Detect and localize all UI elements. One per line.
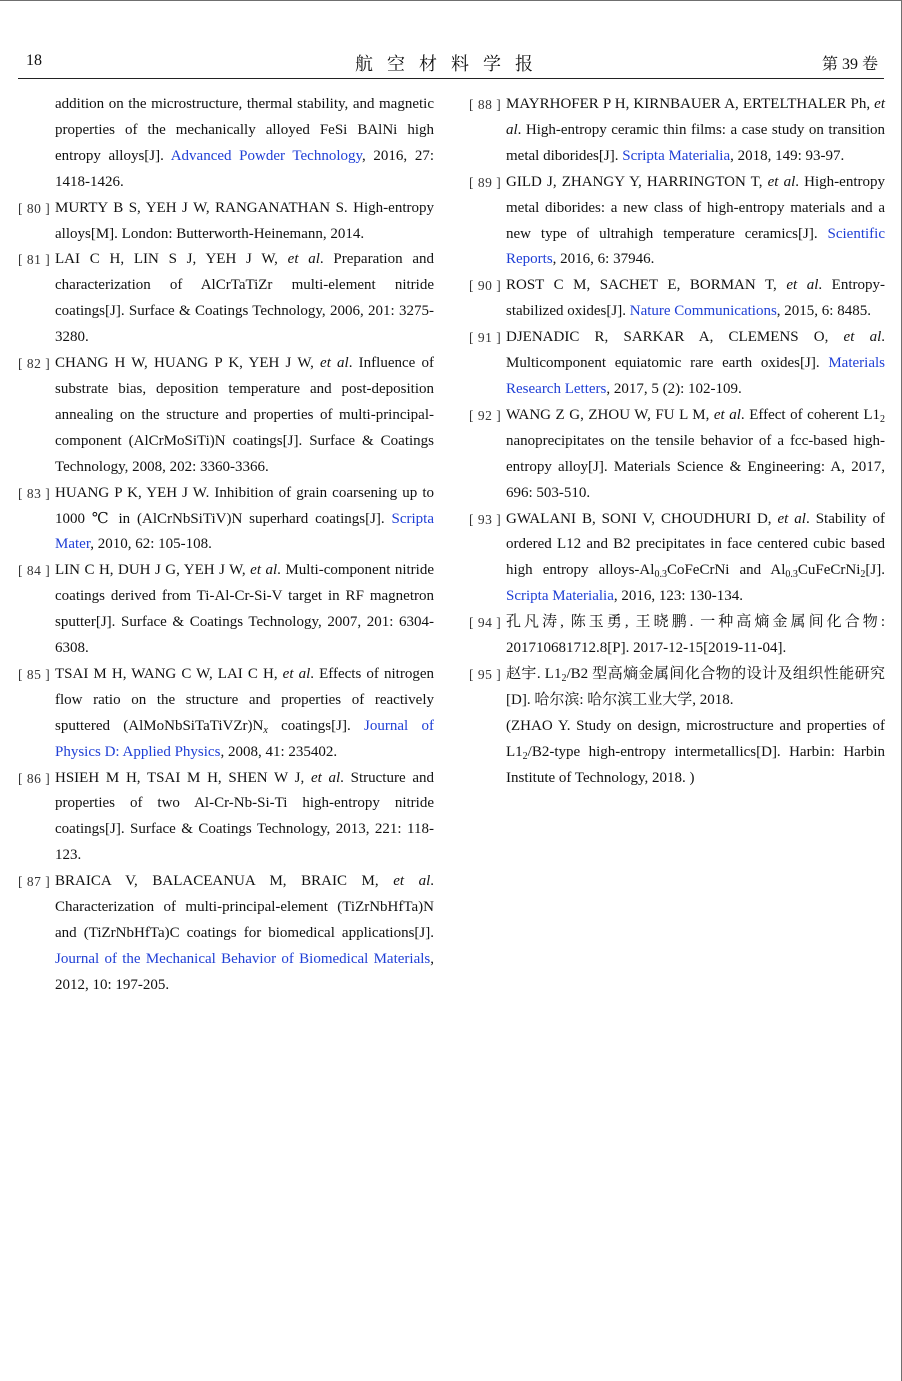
journal-link[interactable]: Materials Research Letters: [506, 355, 885, 397]
reference-90: [ 90 ] ROST C M, SACHET E, BORMAN T, et al. Entropy-stabilized oxides[J]. Nature Communications, 2015, 6: 8485.: [469, 273, 885, 325]
journal-link[interactable]: Scientific Reports: [506, 225, 885, 268]
journal-link[interactable]: Scripta Materialia: [506, 588, 614, 605]
reference-number: [ 94 ]: [469, 615, 502, 631]
reference-number: [ 81 ]: [18, 252, 51, 268]
reference-87: [ 87 ] BRAICA V, BALACEANUA M, BRAIC M, et al. Characterization of multi-principal-element (TiZrNbHfTa)N and (TiZrNbHfTa)C coatings for biomedical applications[J]. Journal of the Mechanical Behavior of Biomedical Materials, 2012, 10: 197-205.: [18, 869, 434, 999]
reference-80: [ 80 ] MURTY B S, YEH J W, RANGANATHAN S. High-entropy alloys[M]. London: Butterworth-Heinemann, 2014.: [18, 196, 434, 248]
page-number: 18: [26, 52, 42, 69]
reference-95-translation: (ZHAO Y. Study on design, microstructure and properties of $L1_2/B2$-type high-entropy intermetallics[D]. Harbin: Harbin Institute of Technology, 2018. ): [506, 717, 885, 786]
reference-continued: addition on the microstructure, thermal stability, and magnetic properties of the mechanically alloyed FeSi BAlNi high entropy alloys[J]. Advanced Powder Technology, 2016, 27: 1418-1426.: [55, 96, 434, 190]
reference-number: [ 83 ]: [18, 485, 51, 501]
reference-82: [ 82 ] CHANG H W, HUANG P K, YEH J W, et al. Influence of substrate bias, deposition temperature and post-deposition annealing on the structure and properties of multi-principal-component (AlCrMoSiTi)N coatings[J]. Surface & Coatings Technology, 2008, 202: 3360-3366.: [18, 351, 434, 481]
reference-number: [ 85 ]: [18, 666, 51, 682]
reference-column-left: [18, 92, 434, 999]
volume-label: 第 39 卷: [821, 56, 878, 73]
reference-number: [ 91 ]: [469, 330, 502, 346]
reference-number: [ 82 ]: [18, 356, 51, 372]
reference-column-right: [469, 92, 885, 791]
journal-link[interactable]: Nature Communications: [629, 303, 777, 320]
reference-95: [ 95 ] 赵宇. $L1_2/B2$ 型高熵金属间化合物的设计及组织性能研究 [D]. 哈尔滨: 哈尔滨工业大学, 2018.: [469, 662, 885, 714]
reference-84: [ 84 ] LIN C H, DUH J G, YEH J W, et al. Multi-component nitride coatings derived from Ti-Al-Cr-Si-V target in RF magnetron sputter[J]. Surface & Coatings Technology, 2007, 201: 6304-6308.: [18, 558, 434, 662]
reference-83: [ 83 ] HUANG P K, YEH J W. Inhibition of grain coarsening up to 1000 ℃ in (AlCrNbSiTiV)N superhard coatings[J]. Scripta Mater, 2010, 62: 105-108.: [18, 481, 434, 559]
header-rule: [18, 78, 884, 79]
reference-number: [ 86 ]: [18, 770, 51, 786]
journal-link[interactable]: Journal of the Mechanical Behavior of Biomedical Materials: [55, 950, 431, 967]
reference-number: [ 80 ]: [18, 200, 51, 216]
reference-number: [ 84 ]: [18, 563, 51, 579]
journal-link[interactable]: Scripta Materialia: [622, 147, 731, 164]
reference-number: [ 93 ]: [469, 511, 502, 527]
reference-94: [ 94 ] 孔凡涛, 陈玉勇, 王晓鹏. 一种高熵金属间化合物: 201710681712.8[P]. 2017-12-15[2019-11-04].: [469, 610, 885, 662]
reference-81: [ 81 ] LAI C H, LIN S J, YEH J W, et al. Preparation and characterization of AlCrTaTiZr multi-element nitride coatings[J]. Surface & Coatings Technology, 2006, 201: 3275-3280.: [18, 247, 434, 351]
reference-92: [ 92 ] WANG Z G, ZHOU W, FU L M, et al. Effect of coherent $L1_2$ nanoprecipitates on the tensile behavior of a fcc-based high-entropy alloy[J]. Materials Science & Engineering: A, 2017, 696: 503-510.: [469, 403, 885, 507]
reference-number: [ 87 ]: [18, 874, 51, 890]
journal-link[interactable]: Scripta Mater: [55, 510, 434, 553]
reference-number: [ 95 ]: [469, 666, 502, 682]
reference-86: [ 86 ] HSIEH M H, TSAI M H, SHEN W J, et al. Structure and properties of two Al-Cr-Nb-Si-Ti high-entropy nitride coatings[J]. Surface & Coatings Technology, 2013, 221: 118-123.: [18, 766, 434, 870]
journal-link[interactable]: Journal of Physics D: Applied Physics: [55, 717, 434, 760]
page-top-border: [0, 0, 902, 1]
reference-91: [ 91 ] DJENADIC R, SARKAR A, CLEMENS O, et al. Multicomponent equiatomic rare earth oxides[J]. Materials Research Letters, 2017, 5 (2): 102-109.: [469, 325, 885, 403]
reference-93: [ 93 ] GWALANI B, SONI V, CHOUDHURI D, et al. Stability of ordered L12 and B2 precipitates in face centered cubic based high entropy alloys-$Al_{0.3}CoFeCrNi$ and $Al_{0.3}CuFeCrNi_2[J]$. Scripta Materialia, 2016, 123: 130-134.: [469, 507, 885, 611]
reference-88: [ 88 ] MAYRHOFER P H, KIRNBAUER A, ERTELTHALER Ph, et al. High-entropy ceramic thin films: a case study on transition metal diborides[J]. Scripta Materialia, 2018, 149: 93-97.: [469, 92, 885, 170]
reference-number: [ 90 ]: [469, 278, 502, 294]
reference-number: [ 88 ]: [469, 97, 502, 112]
journal-link[interactable]: Advanced Powder Technology: [170, 147, 363, 164]
reference-number: [ 92 ]: [469, 407, 502, 423]
running-header: [0, 50, 902, 74]
journal-title: 航空材料学报: [355, 54, 547, 74]
reference-89: [ 89 ] GILD J, ZHANGY Y, HARRINGTON T, et al. High-entropy metal diborides: a new class of high-entropy materials and a new type of ultrahigh temperature ceramics[J]. Scientific Reports, 2016, 6: 37946.: [469, 170, 885, 274]
reference-number: [ 89 ]: [469, 174, 502, 190]
reference-85: [ 85 ] TSAI M H, WANG C W, LAI C H, et al. Effects of nitrogen flow ratio on the structure and properties of reactively sputtered $(AlMoNbSiTaTiVZr)N_x$ coatings[J]. Journal of Physics D: Applied Physics, 2008, 41: 235402.: [18, 662, 434, 766]
